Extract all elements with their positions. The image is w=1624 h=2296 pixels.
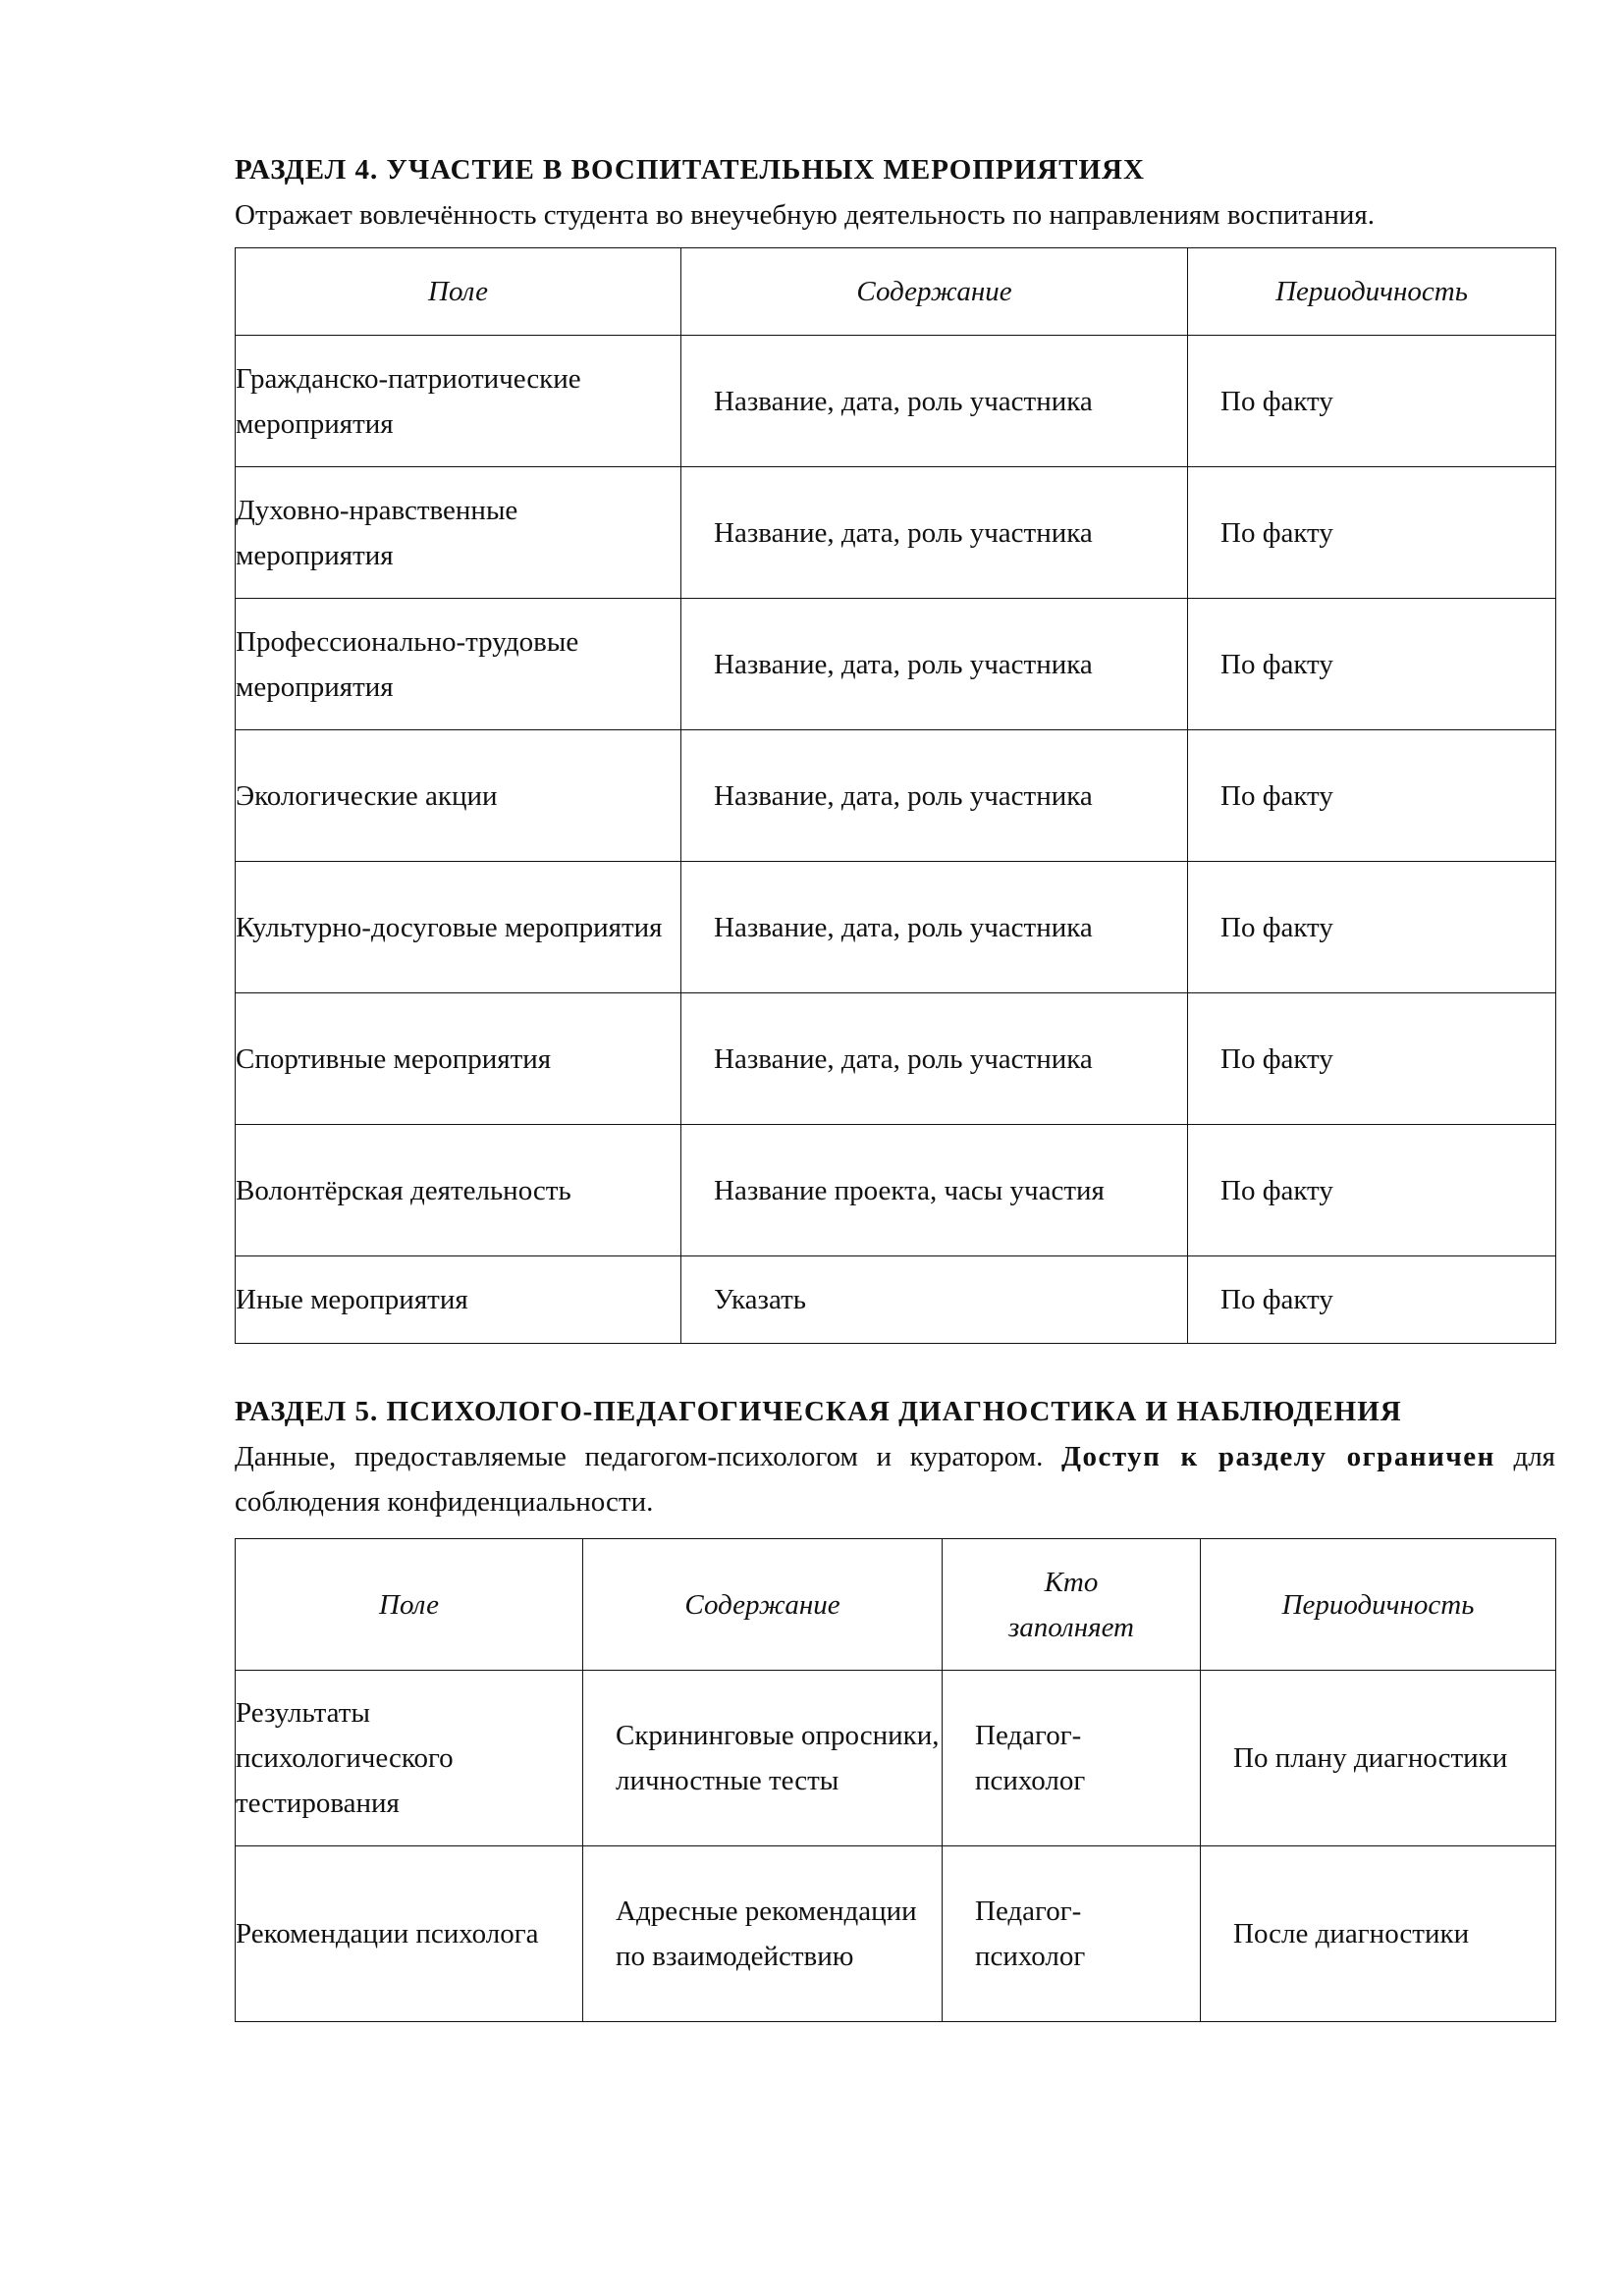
table-cell: Название, дата, роль участника	[681, 599, 1188, 730]
table-cell: Название проекта, часы участия	[681, 1125, 1188, 1256]
table-row	[236, 862, 1556, 993]
table-cell: Профессионально-трудовые мероприятия	[236, 599, 681, 730]
table-cell: По факту	[1188, 467, 1556, 599]
section5-table	[235, 1538, 1556, 2022]
table-cell: Название, дата, роль участника	[681, 467, 1188, 599]
table-cell: По факту	[1188, 730, 1556, 862]
document-page	[235, 147, 1555, 2022]
table-row	[236, 993, 1556, 1125]
table-cell: По факту	[1188, 1256, 1556, 1344]
table-cell: Педагог-психолог	[943, 1846, 1201, 2022]
table-cell: Культурно-досуговые мероприятия	[236, 862, 681, 993]
table-cell: После диагностики	[1201, 1846, 1556, 2022]
section5-title: РАЗДЕЛ 5. ПСИХОЛОГО-ПЕДАГОГИЧЕСКАЯ ДИАГНОСТИКА И НАБЛЮДЕНИЯ	[235, 1396, 1402, 1427]
table-cell: Спортивные мероприятия	[236, 993, 681, 1125]
table-header-cell: Периодичность	[1201, 1539, 1556, 1671]
table-header-cell: Поле	[236, 1539, 583, 1671]
section5-access-note: Доступ к разделу ограничен	[1061, 1441, 1495, 1472]
table-row	[236, 467, 1556, 599]
table-cell: По факту	[1188, 599, 1556, 730]
section5-description-start: Данные, предоставляемые педагогом-психологом и куратором.	[235, 1441, 1044, 1472]
table-row	[236, 730, 1556, 862]
table-row	[236, 336, 1556, 467]
section4-description: Отражает вовлечённость студента во внеучебную деятельность по направлениям воспитания.	[235, 199, 1376, 231]
section4-title: РАЗДЕЛ 4. УЧАСТИЕ В ВОСПИТАТЕЛЬНЫХ МЕРОПРИЯТИЯХ	[235, 154, 1145, 186]
table-row	[236, 599, 1556, 730]
table-cell: Духовно-нравственные мероприятия	[236, 467, 681, 599]
table-cell: Название, дата, роль участника	[681, 993, 1188, 1125]
table-cell: Название, дата, роль участника	[681, 862, 1188, 993]
table-cell: По факту	[1188, 1125, 1556, 1256]
table-cell: Название, дата, роль участника	[681, 336, 1188, 467]
table-cell: Указать	[681, 1256, 1188, 1344]
table-row	[236, 1256, 1556, 1344]
table-cell: По плану диагностики	[1201, 1671, 1556, 1846]
table-header-cell: Поле	[236, 248, 681, 336]
table-header-cell: Периодичность	[1188, 248, 1556, 336]
table-header-cell: Кто заполняет	[943, 1539, 1201, 1671]
table-cell: Название, дата, роль участника	[681, 730, 1188, 862]
table-cell: Экологические акции	[236, 730, 681, 862]
table-row	[236, 1125, 1556, 1256]
table-cell: Адресные рекомендации по взаимодействию	[583, 1846, 943, 2022]
section5-description	[235, 1434, 1555, 1524]
table-cell: Результаты психологического тестирования	[236, 1671, 583, 1846]
section5-description-end: для соблюдения конфиденциальности.	[235, 1441, 1556, 1518]
table-cell: По факту	[1188, 862, 1556, 993]
table-cell: По факту	[1188, 336, 1556, 467]
table-header-cell: Содержание	[583, 1539, 943, 1671]
table-cell: По факту	[1188, 993, 1556, 1125]
table-cell: Педагог-психолог	[943, 1671, 1201, 1846]
table-row	[236, 1671, 1556, 1846]
section4-table	[235, 247, 1556, 1344]
table-row	[236, 1846, 1556, 2022]
table-cell: Рекомендации психолога	[236, 1846, 583, 2022]
table-cell: Волонтёрская деятельность	[236, 1125, 681, 1256]
table-cell: Гражданско-патриотические мероприятия	[236, 336, 681, 467]
table-header-cell: Содержание	[681, 248, 1188, 336]
table-cell: Скрининговые опросники, личностные тесты	[583, 1671, 943, 1846]
table-cell: Иные мероприятия	[236, 1256, 681, 1344]
